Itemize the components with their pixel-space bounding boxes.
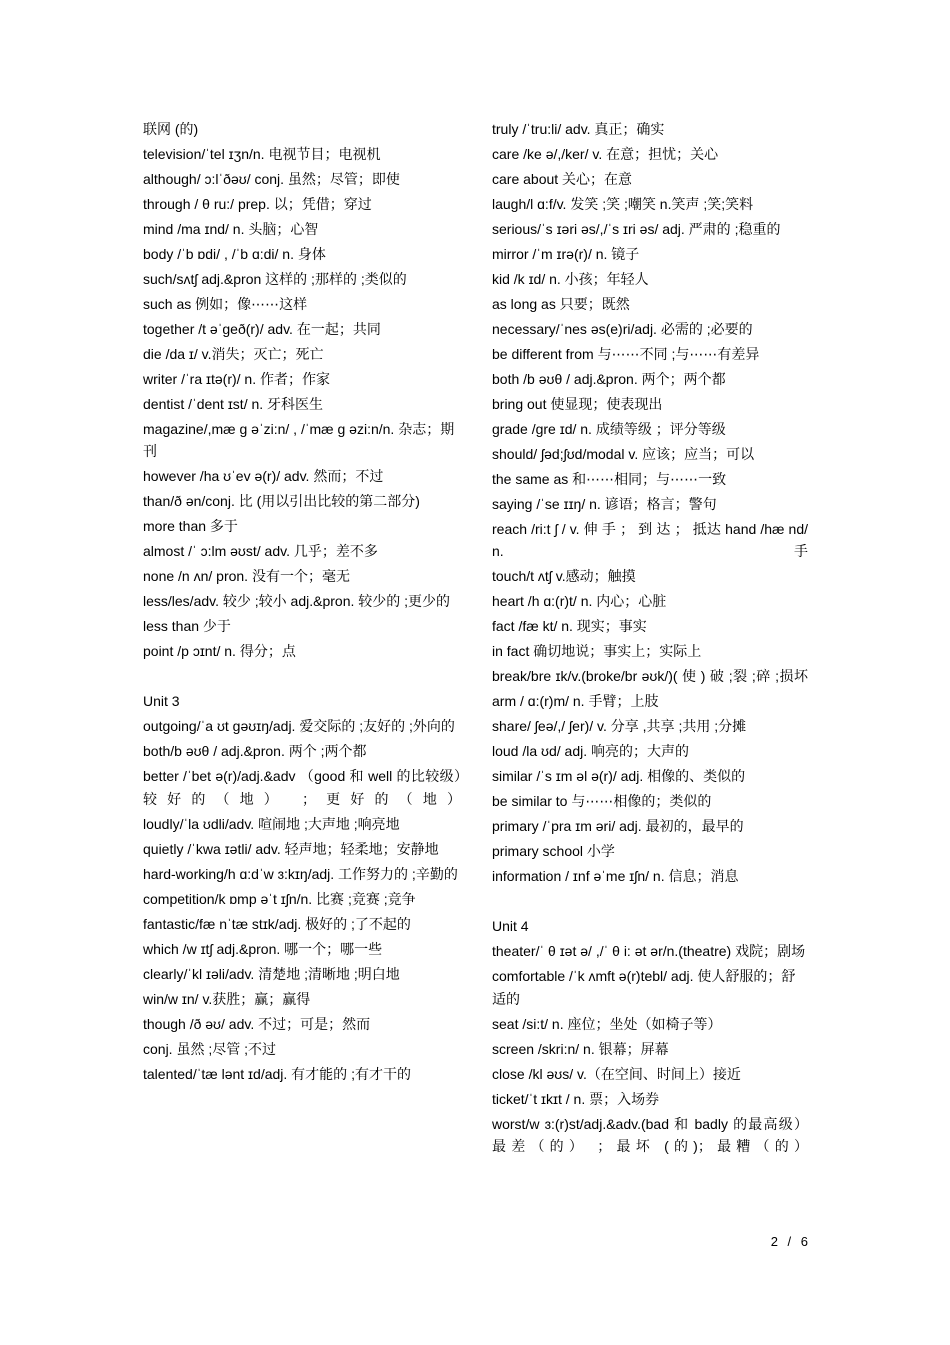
vocab-entry: less/les/adv. 较少 ;较小 adj.&pron. 较少的 ;更少的 [143,593,451,610]
vocab-entry: less than 少于 [143,618,231,635]
vocab-entry: more than 多于 [143,518,238,535]
vocab-entry: than/ð ən/conj. 比 (用以引出比较的第二部分) [143,493,420,510]
vocab-entry: grade /gre ɪd/ n. 成绩等级 ；评分等级 [492,420,726,437]
vocab-entry: information / ɪnf əˈme ɪʃn/ n. 信息；消息 [492,868,739,885]
vocab-entry: none /n ʌn/ pron. 没有一个；毫无 [143,568,350,585]
vocab-entry: theater/ˈ θ ɪət ə/ ,/ˈ θ i: ət ər/n.(theatre) 戏院；剧场 [492,943,806,960]
vocab-entry: fantastic/fæ nˈtæ stɪk/adj. 极好的 ;了不起的 [143,915,411,932]
vocab-entry: dentist /ˈdent ɪst/ n. 牙科医生 [143,395,324,412]
vocab-entry: heart /h ɑ:(r)t/ n. 内心；心脏 [492,593,667,610]
vocab-entry: seat /si:t/ n. 座位；坐处（如椅子等） [492,1015,722,1032]
vocab-entry: bring out 使显现；使表现出 [492,395,663,412]
vocab-entry: which /w ɪtʃ adj.&pron. 哪一个；哪一些 [143,940,383,957]
vocab-entry: truly /ˈtru:li/ adv. 真正；确实 [492,121,665,137]
vocab-entry: be similar to 与⋯⋯相像的；类似的 [492,793,712,810]
vocab-entry: both/b əʊθ / adj.&pron. 两个 ;两个都 [143,743,367,760]
right-column [492,118,808,1160]
vocab-entry: screen /skri:n/ n. 银幕；屏幕 [492,1040,669,1057]
vocab-entry: mirror /ˈm ɪrə(r)/ n. 镜子 [492,245,640,262]
vocab-entry: together /t əˈɡeð(r)/ adv. 在一起；共同 [143,320,381,337]
vocab-entry: point /p ɔɪnt/ n. 得分；点 [143,643,296,660]
vocab-entry: television/ˈtel ɪʒn/n. 电视节目；电视机 [143,145,381,162]
vocab-entry: ticket/ˈt ɪkɪt / n. 票；入场券 [492,1090,660,1107]
vocab-entry: as long as 只要；既然 [492,295,630,312]
vocab-entry: touch/t ʌtʃ v.感动；触摸 [492,568,636,585]
vocab-entry: the same as 和⋯⋯相同；与⋯⋯一致 [492,470,727,487]
unit-heading: Unit 4 [492,918,529,935]
vocab-entry: arm / ɑ:(r)m/ n. 手臂；上肢 [492,693,659,710]
vocab-entry: fact /fæ kt/ n. 现实；事实 [492,618,647,635]
page-number: 2 / 6 [770,1234,808,1249]
vocab-entry: outgoing/ˈa ʊt ɡəʊɪŋ/adj. 爱交际的 ;友好的 ;外向的 [143,718,455,735]
vocab-entry: die /da ɪ/ v.消失；灭亡；死亡 [143,345,324,362]
vocab-entry: quietly /ˈkwa ɪətli/ adv. 轻声地；轻柔地；安静地 [143,840,439,857]
left-column [143,118,461,1088]
vocab-entry: should/ ʃəd;ʃʊd/modal v. 应该；应当；可以 [492,445,755,462]
vocab-entry: be different from 与⋯⋯不同 ;与⋯⋯有差异 [492,345,760,362]
vocab-entry: serious/ˈs ɪəri əs/,/ˈs ɪri əs/ adj. 严肃的 ;稳重的 [492,220,781,237]
vocab-entry: care /ke ə/,/ker/ v. 在意；担忧；关心 [492,145,719,162]
vocab-entry: in fact 确切地说；事实上；实际上 [492,643,702,660]
vocab-entry: care about 关心；在意 [492,170,633,187]
vocab-entry: loudly/ˈla ʊdli/adv. 喧闹地 ;大声地 ;响亮地 [143,815,400,832]
vocab-entry: hard-working/h ɑ:dˈw ɜ:kɪŋ/adj. 工作努力的 ;辛勤的 [143,865,458,882]
vocab-entry: necessary/ˈnes əs(e)ri/adj. 必需的 ;必要的 [492,320,753,337]
vocab-entry: close /kl əʊs/ v.（在空间、时间上）接近 [492,1065,741,1082]
vocab-entry: 联网 (的) [143,121,199,137]
vocab-entry: such/sʌtʃ adj.&pron 这样的 ;那样的 ;类似的 [143,270,407,287]
vocab-entry: saying /ˈse ɪɪŋ/ n. 谚语；格言；警句 [492,495,717,512]
vocab-entry: mind /ma ɪnd/ n. 头脑；心智 [143,220,319,237]
vocab-entry: through / θ ru:/ prep. 以；凭借；穿过 [143,195,372,212]
section-spacer [143,665,461,690]
vocab-entry: worst/w ɜ:(r)st/adj.&adv.(bad 和 badly 的最高级）最差（的） ；最坏 (的)；最糟（的） [492,1115,808,1155]
vocab-entry: however /ha ʊˈev ə(r)/ adv. 然而；不过 [143,468,384,485]
vocab-entry: almost /ˈ ɔ:lm əʊst/ adv. 几乎；差不多 [143,543,378,560]
vocab-entry: writer /ˈra ɪtə(r)/ n. 作者；作家 [143,370,330,387]
vocab-entry: such as 例如；像⋯⋯这样 [143,295,308,312]
unit-heading: Unit 3 [143,693,180,710]
vocab-entry: primary /ˈpra ɪm əri/ adj. 最初的，最早的 [492,818,744,835]
vocab-entry: though /ð əʊ/ adv. 不过；可是；然而 [143,1015,371,1032]
vocab-entry: break/bre ɪk/v.(broke/br əʊk/)( 使 ) 破 ;裂 ;碎 ;损坏 [492,668,808,685]
vocab-entry: win/w ɪn/ v.获胜；赢；赢得 [143,990,311,1007]
vocab-entry: conj. 虽然 ;尽管 ;不过 [143,1040,277,1057]
vocab-entry: magazine/,mæ ɡ əˈzi:n/ , /ˈmæ ɡ əzi:n/n. 杂志；期刊 [143,420,455,460]
vocab-entry: better /ˈbet ə(r)/adj.&adv （good 和 well 的比较级）较好的（地） ；更好的（地） [143,768,461,807]
vocab-entry: primary school 小学 [492,843,615,860]
vocab-entry: similar /ˈs ɪm əl ə(r)/ adj. 相像的、类似的 [492,768,746,785]
vocab-entry: body /ˈb ɒdi/ , /ˈb ɑ:di/ n. 身体 [143,245,326,262]
vocab-entry: kid /k ɪd/ n. 小孩；年轻人 [492,270,649,287]
vocab-entry: although/ ɔ:lˈðəʊ/ conj. 虽然；尽管；即使 [143,170,400,187]
vocab-entry: both /b əʊθ / adj.&pron. 两个；两个都 [492,370,726,387]
vocab-entry: laugh/l ɑ:f/v. 发笑 ;笑 ;嘲笑 n.笑声 ;笑;笑料 [492,195,754,212]
vocab-entry: loud /la ʊd/ adj. 响亮的；大声的 [492,743,690,760]
vocab-entry: talented/ˈtæ lənt ɪd/adj. 有才能的 ;有才干的 [143,1065,411,1082]
vocab-entry: comfortable /ˈk ʌmft ə(r)tebl/ adj. 使人舒服的；舒适的 [492,968,796,1007]
section-spacer [492,890,808,915]
vocab-entry: competition/k ɒmp əˈt ɪʃn/n. 比赛 ;竞赛 ;竞争 [143,890,416,907]
vocab-entry: reach /ri:t ʃ / v. 伸 手 ； 到 达 ； 抵达 hand /hæ nd/ n. 手 [492,520,808,560]
vocab-entry: clearly/ˈkl ɪəli/adv. 清楚地 ;清晰地 ;明白地 [143,965,400,982]
vocab-entry: share/ ʃeə/,/ ʃer)/ v. 分享 ,共享 ;共用 ;分摊 [492,718,747,735]
